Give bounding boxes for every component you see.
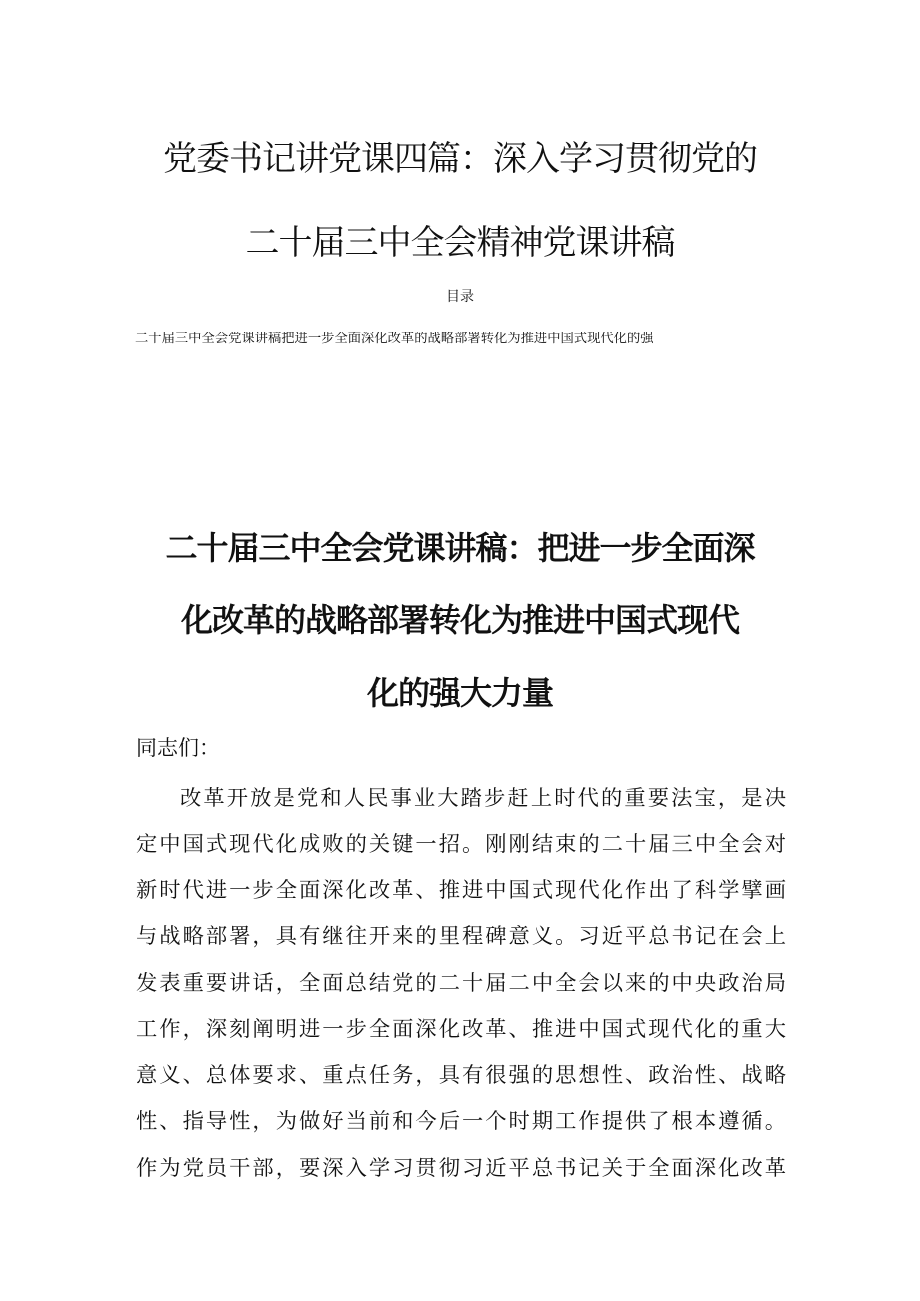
paragraph-line: 新时代进一步全面深化改革、推进中国式现代化作出了科学擘画 bbox=[136, 878, 786, 903]
paragraph-line: 发表重要讲话，全面总结党的二十届二中全会以来的中央政治局 bbox=[136, 971, 786, 996]
section-title-line-1: 二十届三中全会党课讲稿：把进一步全面深 bbox=[165, 529, 755, 567]
document-title-line-2: 二十届三中全会精神党课讲稿 bbox=[245, 223, 675, 263]
paragraph-line: 工作，深刻阐明进一步全面深化改革、推进中国式现代化的重大 bbox=[136, 1017, 786, 1042]
toc-item[interactable]: 二十届三中全会党课讲稿把进一步全面深化改革的战略部署转化为推进中国式现代化的强 bbox=[135, 332, 654, 346]
paragraph-line: 意义、总体要求、重点任务，具有很强的思想性、政治性、战略 bbox=[136, 1063, 786, 1088]
paragraph-line: 性、指导性，为做好当前和今后一个时期工作提供了根本遵循。 bbox=[136, 1109, 786, 1134]
paragraph-line: 定中国式现代化成败的关键一招。刚刚结束的二十届三中全会对 bbox=[136, 832, 786, 857]
toc-heading: 目录 bbox=[446, 289, 474, 305]
paragraph-line: 作为党员干部，要深入学习贯彻习近平总书记关于全面深化改革 bbox=[136, 1156, 786, 1181]
paragraph-line: 改革开放是党和人民事业大踏步赶上时代的重要法宝，是决 bbox=[180, 786, 786, 811]
section-title-line-3: 化的强大力量 bbox=[366, 674, 553, 712]
document-title-line-1: 党委书记讲党课四篇：深入学习贯彻党的 bbox=[163, 139, 757, 179]
paragraph-line: 与战略部署，具有继往开来的里程碑意义。习近平总书记在会上 bbox=[136, 924, 786, 949]
salutation: 同志们： bbox=[136, 736, 220, 760]
section-title-line-2: 化改革的战略部署转化为推进中国式现代 bbox=[180, 601, 739, 639]
